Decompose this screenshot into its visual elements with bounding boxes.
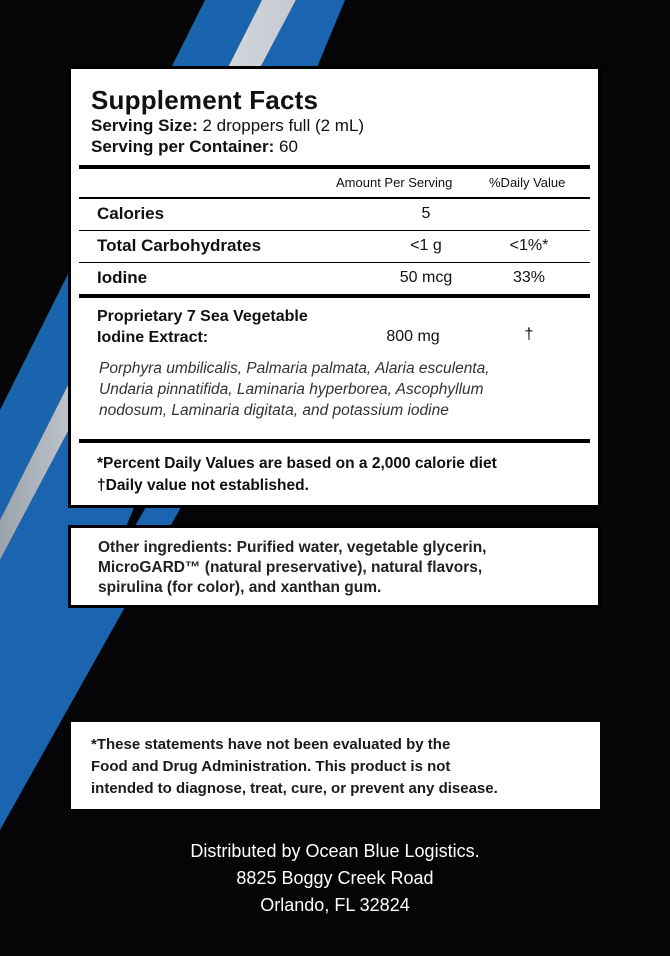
disclaimer-line: Food and Drug Administration. This product is not xyxy=(91,758,451,775)
proprietary-name-line: Proprietary 7 Sea Vegetable xyxy=(97,308,308,325)
serving-size-label: Serving Size: xyxy=(91,116,198,135)
species-line: Undaria pinnatifida, Laminaria hyperborea, Ascophyllum xyxy=(99,381,484,398)
nutrient-name: Calories xyxy=(97,204,165,223)
nutrient-amount: 5 xyxy=(421,205,431,222)
servings-value: 60 xyxy=(279,137,298,156)
proprietary-blend-name xyxy=(97,306,308,348)
footnote-line: †Daily value not established. xyxy=(97,477,309,494)
nutrient-row-calories xyxy=(91,199,584,230)
nutrient-dv: 33% xyxy=(512,269,546,286)
footnote-line: *Percent Daily Values are based on a 2,000 calorie diet xyxy=(97,455,497,472)
proprietary-blend-row xyxy=(91,298,584,356)
ingredients-line: MicroGARD™ (natural preservative), natural flavors, xyxy=(98,559,483,576)
species-line: nodosum, Laminaria digitata, and potassium iodine xyxy=(99,402,449,419)
distributor-city: Orlando, FL 32824 xyxy=(260,895,410,915)
distributor-street: 8825 Boggy Creek Road xyxy=(236,868,434,888)
nutrient-name: Total Carbohydrates xyxy=(97,236,262,255)
serving-size-value: 2 droppers full (2 mL) xyxy=(202,116,365,135)
distributor-info xyxy=(0,838,670,919)
proprietary-amount: 800 mg xyxy=(386,328,440,345)
facts-title: Supplement Facts xyxy=(91,85,319,115)
proprietary-name-line: Iodine Extract: xyxy=(97,329,209,346)
nutrient-row-carbohydrates xyxy=(91,231,584,262)
facts-column-header xyxy=(91,169,584,197)
disclaimer-line: intended to diagnose, treat, cure, or prevent any disease. xyxy=(91,780,498,797)
servings-per-container xyxy=(91,136,584,157)
nutrient-name: Iodine xyxy=(97,268,148,287)
ingredients-line: Other ingredients: Purified water, vegetable glycerin, xyxy=(98,539,487,556)
dv-header: %Daily Value xyxy=(489,175,566,190)
disclaimer-line: *These statements have not been evaluated by the xyxy=(91,736,451,753)
servings-label: Serving per Container: xyxy=(91,137,275,156)
nutrient-amount: 50 mcg xyxy=(399,269,453,286)
serving-size xyxy=(91,115,584,136)
facts-footnotes xyxy=(91,443,584,497)
distributor-name: Distributed by Ocean Blue Logistics. xyxy=(190,841,480,861)
proprietary-dv: † xyxy=(524,326,534,343)
fda-disclaimer-panel xyxy=(71,722,600,809)
amount-header: Amount Per Serving xyxy=(336,175,453,190)
nutrient-row-iodine xyxy=(91,263,584,294)
species-list xyxy=(91,356,584,439)
ingredients-line: spirulina (for color), and xanthan gum. xyxy=(98,579,382,596)
supplement-facts-panel xyxy=(68,66,601,508)
species-line: Porphyra umbilicalis, Palmaria palmata, Alaria esculenta, xyxy=(99,360,490,377)
nutrient-dv: <1%* xyxy=(509,237,549,254)
nutrient-amount: <1 g xyxy=(410,237,442,254)
other-ingredients-panel xyxy=(68,525,601,608)
